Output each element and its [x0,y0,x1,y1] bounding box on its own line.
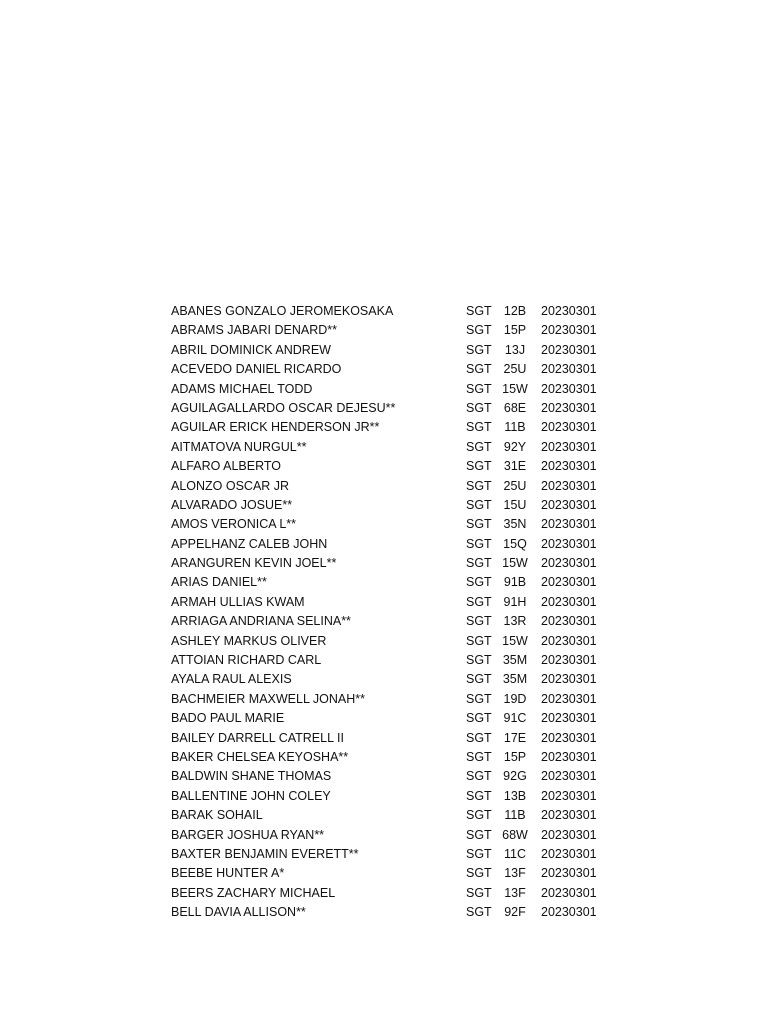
mos-cell: 15P [503,749,527,764]
rank-cell: SGT [466,827,492,842]
effective-date-cell: 20230301 [541,517,597,532]
rank-cell: SGT [466,769,492,784]
mos-cell: 35N [503,517,527,532]
effective-date-cell: 20230301 [541,653,597,668]
soldier-name: BADO PAUL MARIE [171,711,285,726]
mos-cell: 11C [503,846,526,861]
roster-row [171,418,611,437]
promotion-roster-list [171,302,611,923]
soldier-name: ARIAS DANIEL** [171,575,267,590]
rank-cell: SGT [466,575,492,590]
rank-cell: SGT [466,420,492,435]
mos-cell: 13F [504,866,526,881]
rank-cell: SGT [466,400,492,415]
roster-row [171,399,611,418]
soldier-name: ALFARO ALBERTO [171,459,282,474]
effective-date-cell: 20230301 [541,846,597,861]
effective-date-cell: 20230301 [541,749,597,764]
roster-row [171,554,611,573]
roster-row [171,341,611,360]
mos-cell: 11B [504,808,526,823]
roster-row [171,515,611,534]
mos-cell: 13B [503,788,527,803]
soldier-name: AGUILAGALLARDO OSCAR DEJESU** [171,400,396,415]
roster-row [171,573,611,592]
rank-cell: SGT [466,478,492,493]
mos-cell: 25U [503,478,527,493]
roster-row [171,709,611,728]
soldier-name: ATTOIAN RICHARD CARL [171,653,322,668]
roster-row [171,826,611,845]
rank-cell: SGT [466,905,492,920]
rank-cell: SGT [466,497,492,512]
effective-date-cell: 20230301 [541,691,597,706]
roster-row [171,767,611,786]
roster-row [171,903,611,922]
roster-row [171,438,611,457]
rank-cell: SGT [466,633,492,648]
mos-cell: 92Y [503,439,527,454]
soldier-name: BAILEY DARRELL CATRELL II [171,730,344,745]
effective-date-cell: 20230301 [541,633,597,648]
effective-date-cell: 20230301 [541,769,597,784]
roster-row [171,535,611,554]
effective-date-cell: 20230301 [541,400,597,415]
roster-row [171,302,611,321]
effective-date-cell: 20230301 [541,362,597,377]
effective-date-cell: 20230301 [541,439,597,454]
soldier-name: BARAK SOHAIL [171,808,263,823]
roster-row [171,690,611,709]
effective-date-cell: 20230301 [541,788,597,803]
rank-cell: SGT [466,711,492,726]
mos-cell: 35M [502,672,528,687]
effective-date-cell: 20230301 [541,711,597,726]
rank-cell: SGT [466,362,492,377]
rank-cell: SGT [466,594,492,609]
soldier-name: ABRAMS JABARI DENARD** [171,323,338,338]
effective-date-cell: 20230301 [541,885,597,900]
soldier-name: ADAMS MICHAEL TODD [171,381,313,396]
soldier-name: AITMATOVA NURGUL** [171,439,307,454]
roster-row [171,670,611,689]
rank-cell: SGT [466,749,492,764]
effective-date-cell: 20230301 [541,478,597,493]
mos-cell: 91H [503,594,527,609]
rank-cell: SGT [466,614,492,629]
rank-cell: SGT [466,304,492,318]
effective-date-cell: 20230301 [541,827,597,842]
soldier-name: BEERS ZACHARY MICHAEL [171,885,336,900]
rank-cell: SGT [466,517,492,532]
soldier-name: BELL DAVIA ALLISON** [171,905,306,920]
effective-date-cell: 20230301 [541,304,597,318]
soldier-name: ARMAH ULLIAS KWAM [171,594,305,609]
rank-cell: SGT [466,672,492,687]
soldier-name: BARGER JOSHUA RYAN** [171,827,325,842]
mos-cell: 11B [504,420,526,435]
rank-cell: SGT [466,846,492,861]
mos-cell: 35M [502,653,528,668]
roster-row [171,457,611,476]
effective-date-cell: 20230301 [541,905,597,920]
soldier-name: BALDWIN SHANE THOMAS [171,769,332,784]
roster-row [171,612,611,631]
mos-cell: 68E [503,400,527,415]
effective-date-cell: 20230301 [541,730,597,745]
mos-cell: 15U [503,497,527,512]
soldier-name: AYALA RAUL ALEXIS [171,672,292,687]
roster-row [171,496,611,515]
mos-cell: 19D [503,691,527,706]
soldier-name: APPELHANZ CALEB JOHN [171,536,328,551]
mos-cell: 15P [503,323,527,338]
mos-cell: 68W [502,827,528,842]
mos-cell: 92F [504,905,526,920]
rank-cell: SGT [466,691,492,706]
mos-cell: 15W [502,556,528,571]
mos-cell: 15Q [503,536,527,551]
roster-row [171,380,611,399]
roster-row [171,651,611,670]
soldier-name: AGUILAR ERICK HENDERSON JR** [171,420,380,435]
roster-row [171,806,611,825]
effective-date-cell: 20230301 [541,459,597,474]
effective-date-cell: 20230301 [541,808,597,823]
soldier-name: BALLENTINE JOHN COLEY [171,788,331,803]
mos-cell: 91C [503,711,527,726]
soldier-name: BEEBE HUNTER A* [171,866,285,881]
roster-row [171,360,611,379]
effective-date-cell: 20230301 [541,614,597,629]
rank-cell: SGT [466,323,492,338]
mos-cell: 15W [502,633,528,648]
effective-date-cell: 20230301 [541,866,597,881]
rank-cell: SGT [466,459,492,474]
rank-cell: SGT [466,381,492,396]
roster-row [171,477,611,496]
soldier-name: ARANGUREN KEVIN JOEL** [171,556,337,571]
effective-date-cell: 20230301 [541,536,597,551]
roster-row [171,845,611,864]
mos-cell: 13R [503,614,527,629]
effective-date-cell: 20230301 [541,342,597,357]
soldier-name: ARRIAGA ANDRIANA SELINA** [171,614,351,629]
mos-cell: 91B [503,575,527,590]
soldier-name: BAKER CHELSEA KEYOSHA** [171,749,349,764]
soldier-name: ALONZO OSCAR JR [171,478,290,493]
rank-cell: SGT [466,808,492,823]
effective-date-cell: 20230301 [541,594,597,609]
rank-cell: SGT [466,536,492,551]
roster-row [171,787,611,806]
mos-cell: 12B [503,304,527,318]
mos-cell: 25U [503,362,527,377]
effective-date-cell: 20230301 [541,556,597,571]
roster-row [171,321,611,340]
mos-cell: 13J [504,342,526,357]
mos-cell: 92G [503,769,527,784]
soldier-name: ABRIL DOMINICK ANDREW [171,342,331,357]
soldier-name: ABANES GONZALO JEROMEKOSAKA [171,304,394,318]
rank-cell: SGT [466,556,492,571]
rank-cell: SGT [466,788,492,803]
effective-date-cell: 20230301 [541,420,597,435]
effective-date-cell: 20230301 [541,575,597,590]
effective-date-cell: 20230301 [541,497,597,512]
effective-date-cell: 20230301 [541,323,597,338]
rank-cell: SGT [466,885,492,900]
roster-row [171,593,611,612]
soldier-name: ASHLEY MARKUS OLIVER [171,633,327,648]
roster-row [171,884,611,903]
effective-date-cell: 20230301 [541,381,597,396]
rank-cell: SGT [466,866,492,881]
mos-cell: 31E [503,459,527,474]
roster-row [171,864,611,883]
soldier-name: BACHMEIER MAXWELL JONAH** [171,691,366,706]
mos-cell: 13F [504,885,526,900]
rank-cell: SGT [466,342,492,357]
effective-date-cell: 20230301 [541,672,597,687]
mos-cell: 15W [502,381,528,396]
roster-row [171,748,611,767]
roster-row [171,632,611,651]
soldier-name: AMOS VERONICA L** [171,517,297,532]
soldier-name: BAXTER BENJAMIN EVERETT** [171,846,359,861]
roster-row [171,729,611,748]
rank-cell: SGT [466,653,492,668]
rank-cell: SGT [466,730,492,745]
soldier-name: ALVARADO JOSUE** [171,497,293,512]
soldier-name: ACEVEDO DANIEL RICARDO [171,362,342,377]
rank-cell: SGT [466,439,492,454]
mos-cell: 17E [503,730,527,745]
